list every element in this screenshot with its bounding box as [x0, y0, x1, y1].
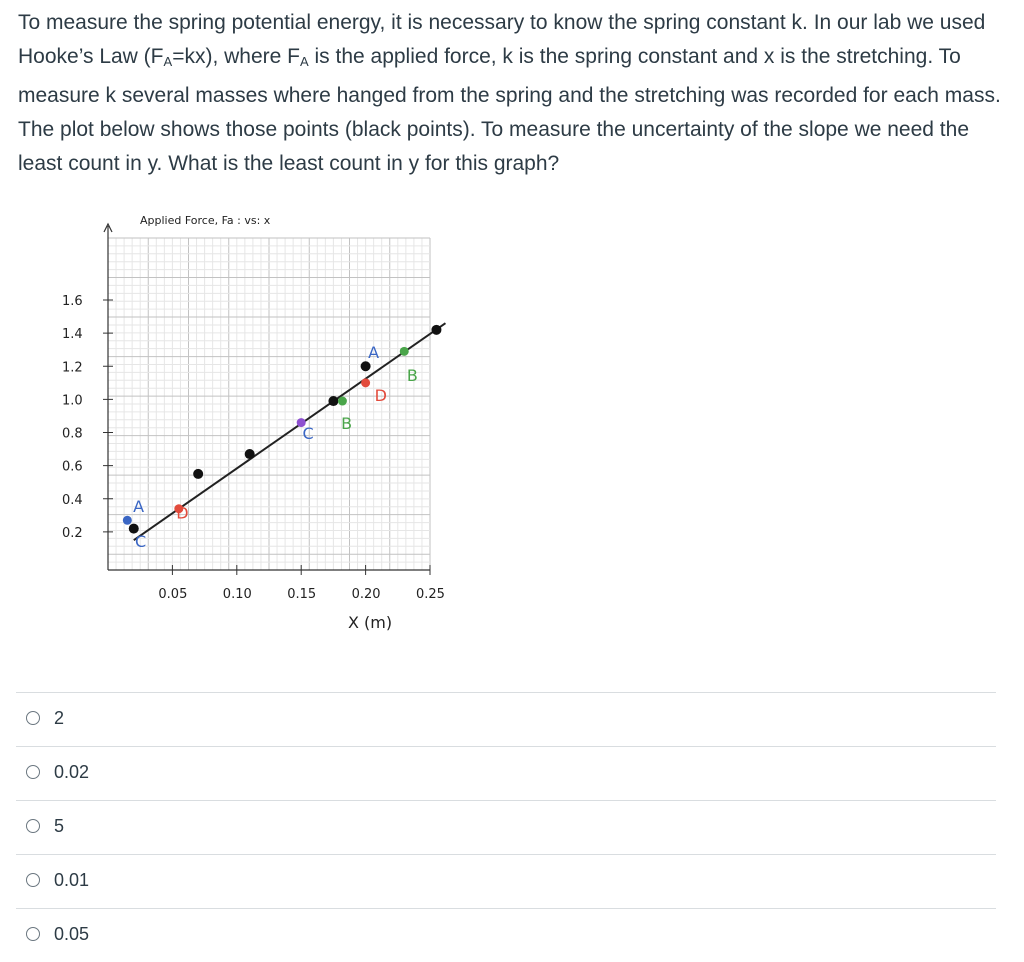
y-tick-label: 0.8	[62, 426, 83, 442]
data-point	[361, 361, 371, 371]
radio-button[interactable]	[26, 711, 40, 725]
point-annotation: B	[406, 366, 418, 386]
x-axis-label: X (m)	[348, 613, 393, 632]
point-annotation: B	[341, 414, 353, 434]
answer-options	[16, 692, 996, 962]
chart-title: Applied Force, Fa : vs: x	[140, 214, 271, 227]
marked-point	[361, 378, 370, 387]
radio-button[interactable]	[26, 927, 40, 941]
answer-option[interactable]	[16, 692, 996, 746]
tick-labels	[62, 294, 445, 602]
answer-option[interactable]	[16, 800, 996, 854]
x-tick-label: 0.15	[287, 587, 317, 602]
answer-label: 0.01	[54, 870, 90, 890]
data-point	[245, 449, 255, 459]
x-tick-label: 0.25	[416, 587, 445, 602]
x-tick-label: 0.10	[222, 587, 252, 602]
radio-button[interactable]	[26, 873, 40, 887]
data-point	[328, 396, 338, 406]
y-tick-label: 0.2	[62, 525, 83, 541]
answer-label: 2	[54, 708, 65, 728]
radio-button[interactable]	[26, 819, 40, 833]
data-point	[193, 469, 203, 479]
y-tick-label: 0.4	[62, 492, 83, 508]
answer-option[interactable]	[16, 908, 996, 962]
point-annotation: A	[133, 497, 145, 516]
force-vs-stretch-chart	[40, 200, 480, 640]
graph-image	[40, 200, 480, 645]
y-tick-label: 0.6	[62, 459, 83, 475]
y-tick-label: 1.4	[62, 327, 83, 343]
y-tick-label: 1.2	[62, 360, 83, 376]
point-annotation: C	[302, 424, 314, 444]
annotations	[133, 343, 418, 551]
answer-label: 5	[54, 816, 65, 836]
y-tick-label: 1.0	[62, 393, 83, 409]
question-text: To measure the spring potential energy, it is necessary to know the spring constant k. In our lab we used Hooke’s Law $(F_A=kx)$, where $F_A$ is the applied force, k is the spring constant and x is the stretching. To measure k several masses where hanged from the spring and the stretching was recorded for each mass. The plot below shows those points (black points). To measure the uncertainty of the slope we need the least count in y. What is the least count in y for this graph?	[18, 11, 1001, 175]
data-point	[431, 325, 441, 335]
x-tick-label: 0.05	[158, 587, 188, 602]
point-annotation: D	[374, 386, 387, 406]
answer-label: 0.05	[54, 924, 90, 944]
radio-button[interactable]	[26, 765, 40, 779]
point-annotation: D	[176, 503, 189, 523]
answer-option[interactable]	[16, 746, 996, 800]
marked-point	[123, 516, 132, 525]
point-annotation: A	[368, 342, 380, 362]
answer-option[interactable]	[16, 854, 996, 908]
y-tick-label: 1.6	[62, 294, 83, 309]
x-tick-label: 0.20	[351, 587, 381, 602]
marked-point	[338, 397, 347, 406]
answer-label: 0.02	[54, 762, 90, 782]
point-annotation: C	[135, 531, 147, 551]
marked-point	[400, 347, 409, 356]
